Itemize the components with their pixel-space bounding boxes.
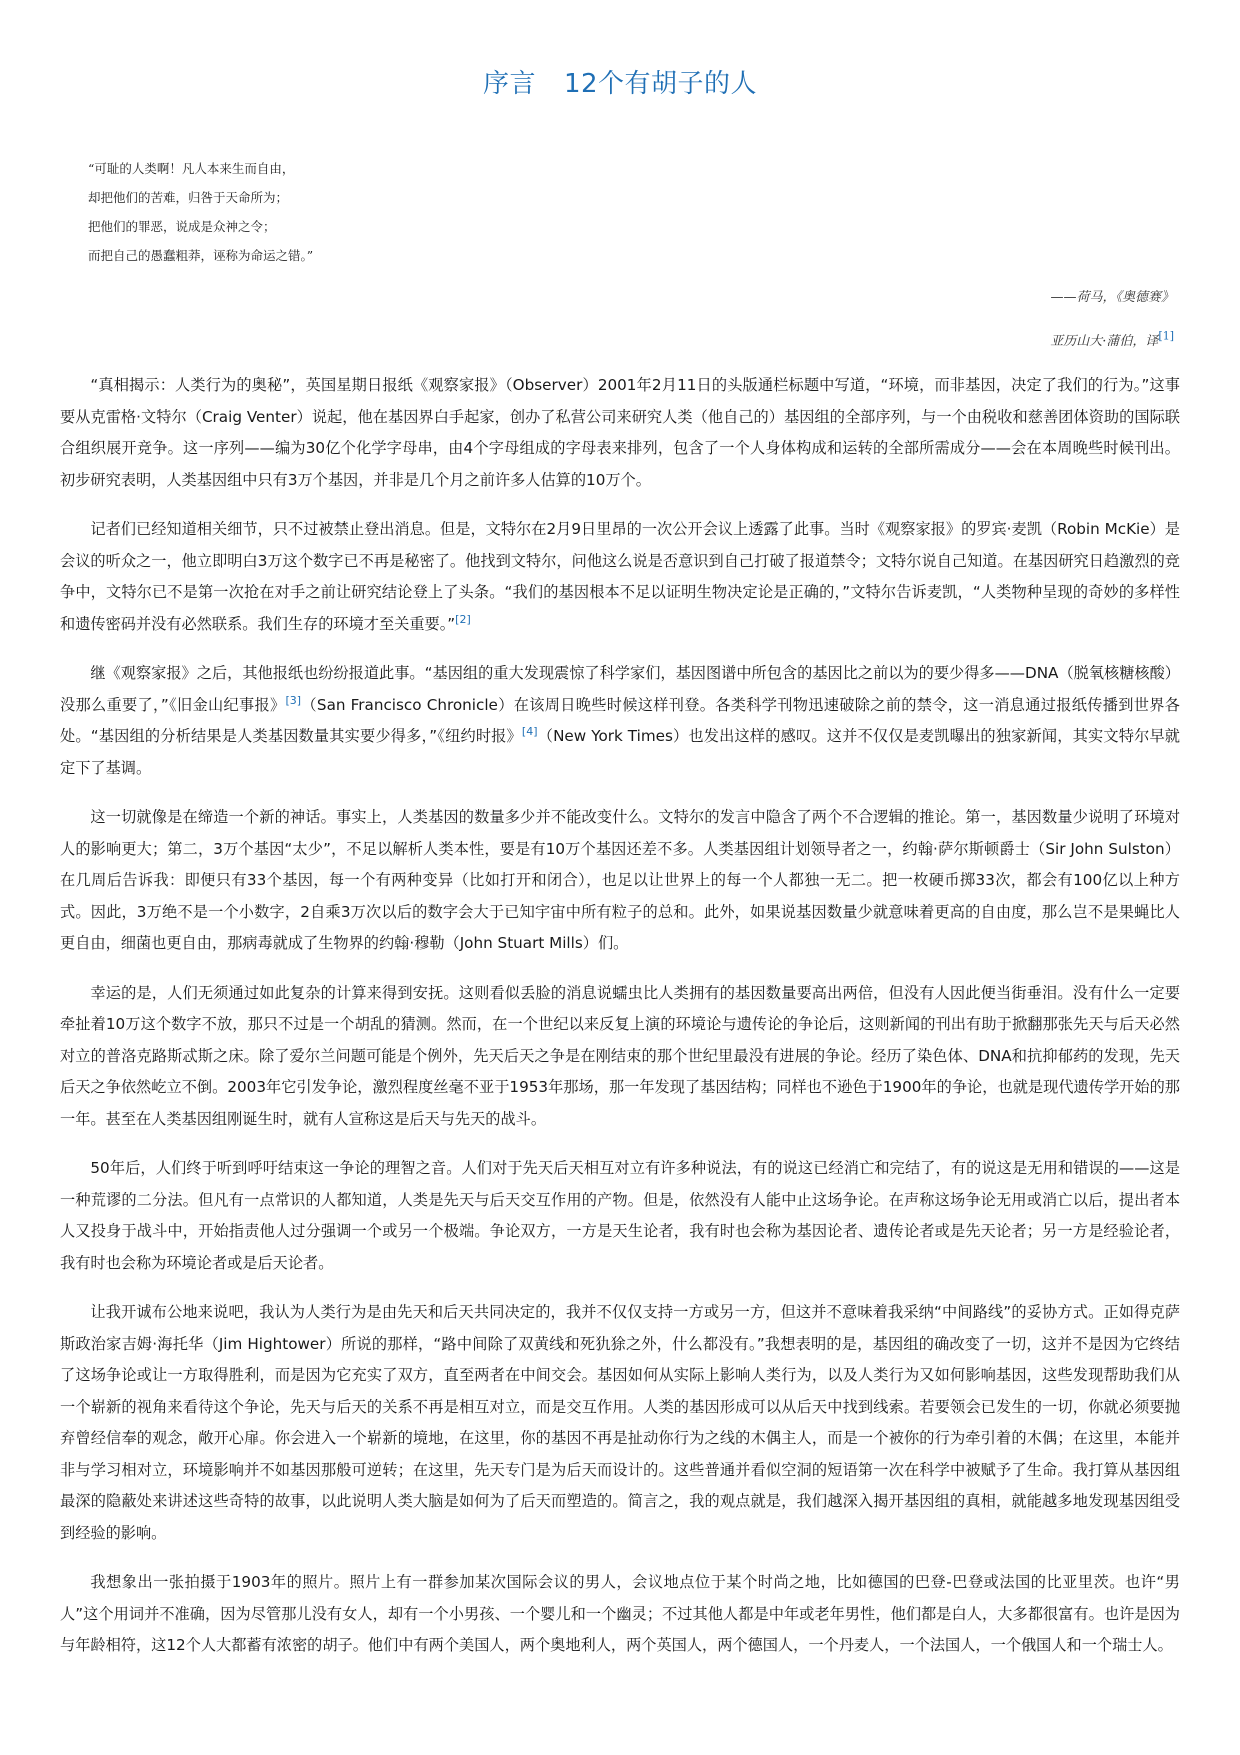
footnote-ref-3[interactable]: [3]: [285, 693, 302, 707]
epigraph-source: ——荷马，《奥德赛》: [1050, 290, 1174, 305]
translator-text: 亚历山大·蒲伯，译: [1050, 334, 1159, 349]
paragraph-4: 这一切就像是在缔造一个新的神话。事实上，人类基因的数量多少并不能改变什么。文特尔的发言中隐含了两个不合逻辑的推论。第一，基因数量少说明了环境对人的影响更大；第二，3万个基因“太少”，不足以解析人类本性，要是有10万个基因还差不多。人类基因组计划领导者之一，约翰·萨尔斯顿爵士（Sir John Sulston）在几周后告诉我：即便只有33个基因，每一个有两种变异（比如打开和闭合），也足以让世界上的每一个人都独一无二。把一枚硬币掷33次，都会有100亿以上种方式。因此，3万绝不是一个小数字，2自乘3万次以后的数字会大于已知宇宙中所有粒子的总和。此外，如果说基因数量少就意味着更高的自由度，那么岂不是果蝇比人更自由，细菌也更自由，那病毒就成了生物界的约翰·穆勒（John Stuart Mills）们。: [60, 808, 1180, 952]
footnote-ref-2[interactable]: [2]: [455, 612, 471, 626]
footnote-ref-4[interactable]: [4]: [521, 724, 538, 738]
paragraph-3-text-b: （San Francisco Chronicle）在该周日晚些时候这样刊登。各类科学刊物迅速破除之前的禁令，这一消息通过报纸传播到世界各处。“基因组的分析结果是人类基因数量其实要少得多，”《纽约时报》: [60, 695, 1180, 745]
epigraph-translator: [60, 329, 1180, 352]
epigraph: [88, 154, 1180, 270]
footnote-ref-1[interactable]: [1]: [1158, 329, 1174, 343]
paragraph-1: “真相揭示：人类行为的奥秘”，英国星期日报纸《观察家报》（Observer）2001年2月11日的头版通栏标题中写道，“环境，而非基因，决定了我们的行为。”这事要从克雷格·文特尔（Craig Venter）说起，他在基因界白手起家，创办了私营公司来研究人类（他自己的）基因组的全部序列，与一个由税收和慈善团体资助的国际联合组织展开竞争。这一序列——编为30亿个化学字母串，由4个字母组成的字母表来排列，包含了一个人身体构成和运转的全部所需成分——会在本周晚些时候刊出。初步研究表明，人类基因组中只有3万个基因，并非是几个月之前许多人估算的10万个。: [60, 376, 1180, 489]
epigraph-line: 而把自己的愚蠢粗莽，诬称为命运之错。”: [88, 248, 314, 263]
paragraph-3-text-a: 继《观察家报》之后，其他报纸也纷纷报道此事。“基因组的重大发现震惊了科学家们，基因图谱中所包含的基因比之前以为的要少得多——DNA（脱氧核糖核酸）没那么重要了，”《旧金山纪事报》: [60, 664, 1180, 714]
paragraph-8: 我想象出一张拍摄于1903年的照片。照片上有一群参加某次国际会议的男人，会议地点位于某个时尚之地，比如德国的巴登-巴登或法国的比亚里茨。也许“男人”这个用词并不准确，因为尽管那儿没有女人，却有一个小男孩、一个婴儿和一个幽灵；不过其他人都是中年或老年男性，他们都是白人，大多都很富有。也许是因为与年龄相符，这12个人大都蓄有浓密的胡子。他们中有两个美国人，两个奥地利人，两个英国人，两个德国人，一个丹麦人，一个法国人，一个俄国人和一个瑞士人。: [60, 1573, 1180, 1654]
paragraph-3: [60, 658, 1180, 784]
epigraph-line: 把他们的罪恶，说成是众神之令；: [88, 219, 276, 234]
paragraph-7: 让我开诚布公地来说吧，我认为人类行为是由先天和后天共同决定的，我并不仅仅支持一方或另一方，但这并不意味着我采纳“中间路线”的妥协方式。正如得克萨斯政治家吉姆·海托华（Jim Hightower）所说的那样，“路中间除了双黄线和死犰狳之外，什么都没有。”我想表明的是，基因组的确改变了一切，这并不是因为它终结了这场争论或让一方取得胜利，而是因为它充实了双方，直至两者在中间交会。基因如何从实际上影响人类行为，以及人类行为又如何影响基因，这些发现帮助我们从一个崭新的视角来看待这个争论，先天与后天的关系不再是相互对立，而是交互作用。人类的基因形成可以从后天中找到线索。若要领会已发生的一切，你就必须要抛弃曾经信奉的观念，敞开心扉。你会进入一个崭新的境地，在这里，你的基因不再是扯动你行为之线的木偶主人，而是一个被你的行为牵引着的木偶；在这里，本能并非与学习相对立，环境影响并不如基因那般可逆转；在这里，先天专门是为后天而设计的。这些普通并看似空洞的短语第一次在科学中被赋予了生命。我打算从基因组最深的隐蔽处来讲述这些奇特的故事，以此说明人类大脑是如何为了后天而塑造的。简言之，我的观点就是，我们越深入揭开基因组的真相，就能越多地发现基因组受到经验的影响。: [60, 1303, 1180, 1542]
paragraph-3-text-c: （New York Times）也发出这样的感叹。这并不仅仅是麦凯曝出的独家新闻，其实文特尔早就定下了基调。: [60, 727, 1180, 777]
body-text: [60, 370, 1180, 1662]
paragraph-6: 50年后，人们终于听到呼吁结束这一争论的理智之音。人们对于先天后天相互对立有许多种说法，有的说这已经消亡和完结了，有的说这是无用和错误的——这是一种荒谬的二分法。但凡有一点常识的人都知道，人类是先天与后天交互作用的产物。但是，依然没有人能中止这场争论。在声称这场争论无用或消亡以后，提出者本人又投身于战斗中，开始指责他人过分强调一个或另一个极端。争论双方，一方是天生论者，我有时也会称为基因论者、遗传论者或是先天论者；另一方是经验论者，我有时也会称为环境论者或是后天论者。: [60, 1159, 1180, 1272]
page-title: [60, 64, 1180, 104]
paragraph-5: 幸运的是，人们无须通过如此复杂的计算来得到安抚。这则看似丢脸的消息说蠕虫比人类拥有的基因数量要高出两倍，但没有人因此便当街垂泪。没有什么一定要牵扯着10万这个数字不放，那只不过是一个胡乱的猜测。然而，在一个世纪以来反复上演的环境论与遗传论的争论后，这则新闻的刊出有助于掀翻那张先天与后天必然对立的普洛克路斯忒斯之床。除了爱尔兰问题可能是个例外，先天后天之争是在刚结束的那个世纪里最没有进展的争论。经历了染色体、DNA和抗抑郁药的发现，先天后天之争依然屹立不倒。2003年它引发争论，激烈程度丝毫不亚于1953年那场，那一年发现了基因结构；同样也不逊色于1900年的争论，也就是现代遗传学开始的那一年。甚至在人类基因组刚诞生时，就有人宣称这是后天与先天的战斗。: [60, 983, 1180, 1128]
epigraph-line: 却把他们的苦难，归咎于天命所为；: [88, 190, 289, 205]
title-part-preface: 序言: [482, 69, 536, 99]
epigraph-line: “可耻的人类啊！凡人本来生而自由，: [88, 161, 295, 176]
paragraph-2: [60, 514, 1180, 640]
paragraph-2-text: 记者们已经知道相关细节，只不过被禁止登出消息。但是，文特尔在2月9日里昂的一次公开会议上透露了此事。当时《观察家报》的罗宾·麦凯（Robin McKie）是会议的听众之一，他立即明白3万这个数字已不再是秘密了。他找到文特尔，问他这么说是否意识到自己打破了报道禁令；文特尔说自己知道。在基因研究日趋激烈的竞争中，文特尔已不是第一次抢在对手之前让研究结论登上了头条。“我们的基因根本不足以证明生物决定论是正确的，”文特尔告诉麦凯，“人类物种呈现的奇妙的多样性和遗传密码并没有必然联系。我们生存的环境才至关重要。”: [60, 520, 1180, 633]
title-part-main: 12个有胡子的人: [563, 69, 758, 99]
